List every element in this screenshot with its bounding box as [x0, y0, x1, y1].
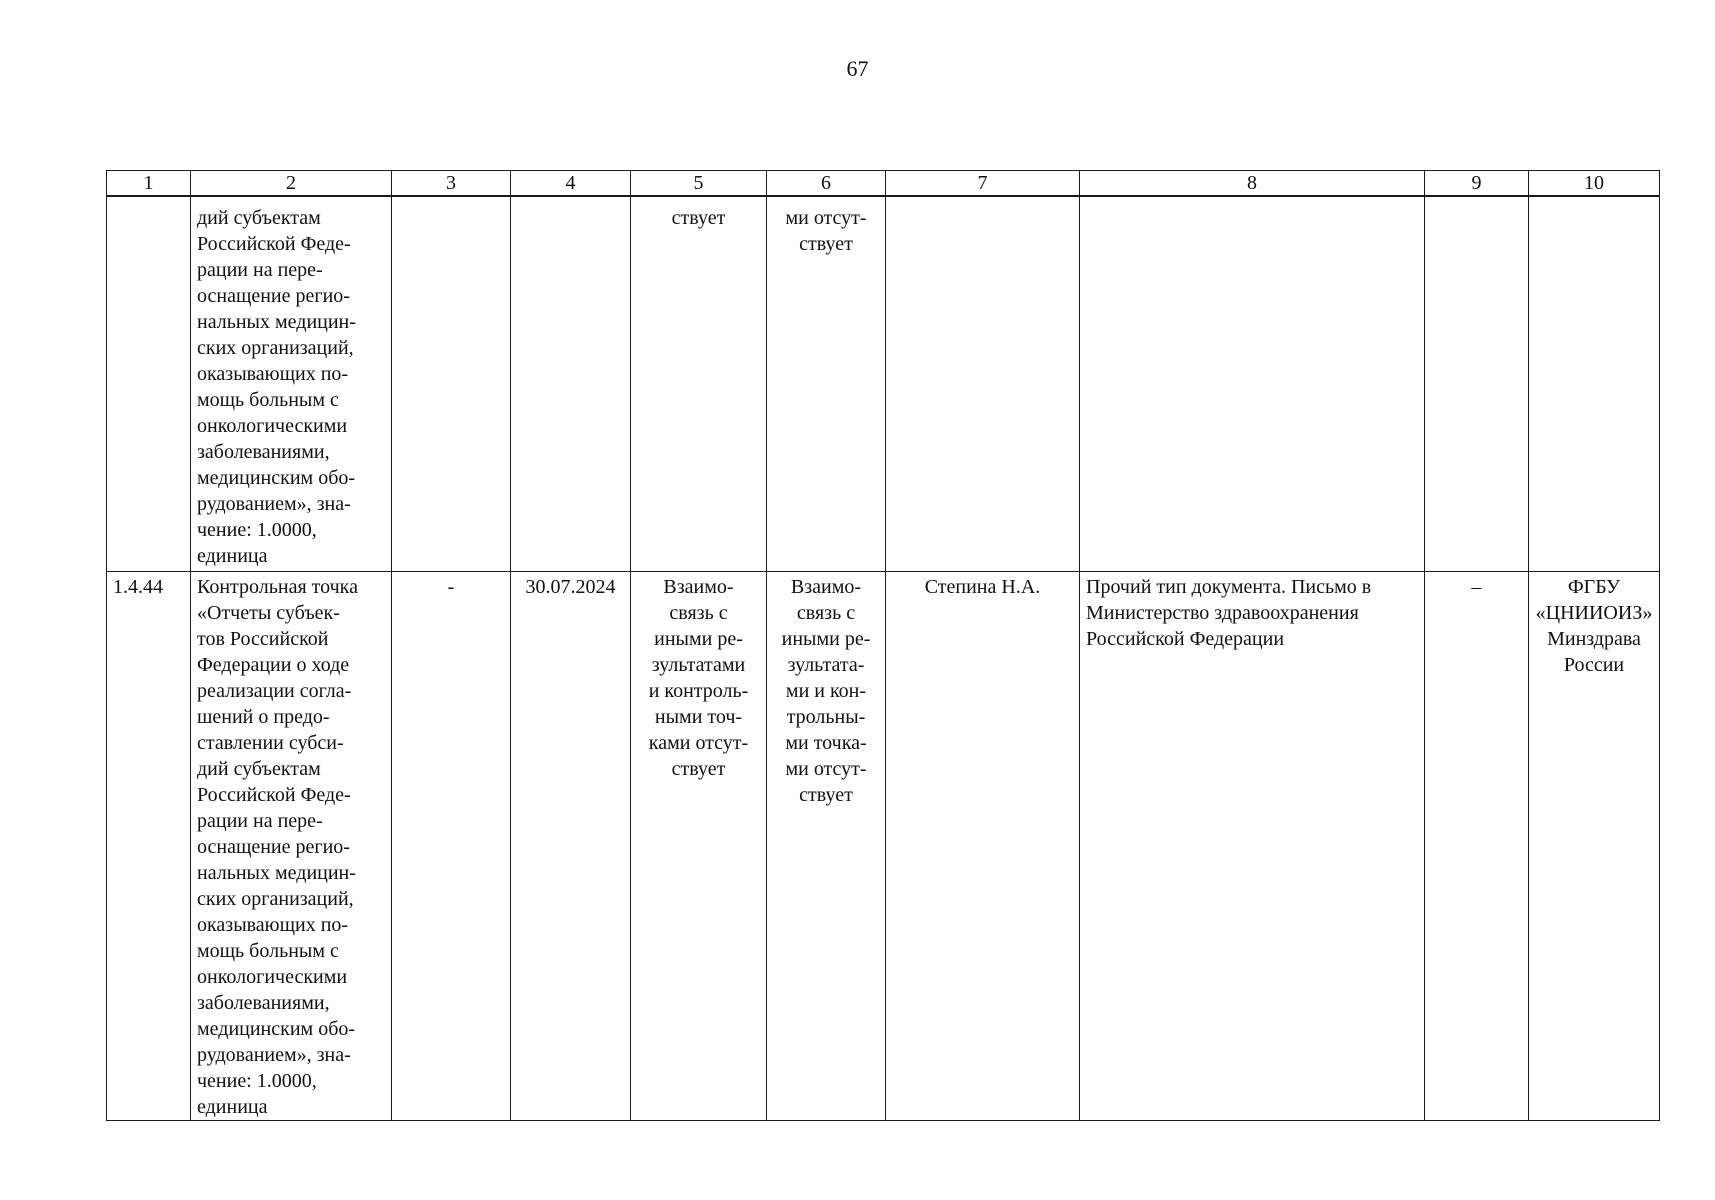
cell-organization — [1529, 196, 1660, 572]
cell-date — [511, 196, 631, 572]
page-number: 67 — [846, 56, 869, 81]
column-header-1: 1 — [107, 171, 191, 197]
column-header-6: 6 — [767, 171, 886, 197]
cell-number — [107, 196, 191, 572]
cell-col3 — [392, 572, 511, 1121]
column-header-7: 7 — [886, 171, 1080, 197]
column-header-9: 9 — [1425, 171, 1529, 197]
cell-relation-points — [767, 196, 886, 572]
plan-table — [106, 170, 1660, 1121]
cell-name — [191, 572, 392, 1121]
cell-document-type — [1080, 572, 1425, 1121]
cell-name-text: Контрольная точка «Отчеты субъек- тов Российской Федерации о ходе реализации согла- шений о предо- ставлении субси- дий субъектам Российской Феде- рации на пере- оснащение регио- нальных медицин- ских организаций, оказывающих по- мощь больным с онкологическими заболеваниями, медицинским обо- рудованием», зна- чение: 1.0000, единица — [197, 576, 358, 1118]
column-header-8: 8 — [1080, 171, 1425, 197]
cell-col9-text: – — [1471, 576, 1482, 598]
cell-document-type-text: Прочий тип документа. Письмо в Министерство здравоохранения Российской Федерации — [1086, 576, 1372, 650]
cell-col3-text: - — [447, 576, 455, 598]
column-header-3: 3 — [392, 171, 511, 197]
cell-name-text: дий субъектам Российской Феде- рации на пере- оснащение регио- нальных медицин- ских организаций, оказывающих по- мощь больным с онкологическими заболеваниями, медицинским обо- рудованием», зна- чение: 1.0000, единица — [197, 207, 356, 567]
table-row-1-4-44 — [107, 572, 1660, 1121]
cell-responsible — [886, 196, 1080, 572]
cell-col3 — [392, 196, 511, 572]
cell-col9 — [1425, 572, 1529, 1121]
cell-date — [511, 572, 631, 1121]
column-header-10: 10 — [1529, 171, 1660, 197]
cell-relation-results — [631, 196, 767, 572]
cell-date-text: 30.07.2024 — [525, 576, 616, 598]
cell-responsible-text: Степина Н.А. — [924, 576, 1041, 598]
cell-name — [191, 196, 392, 572]
cell-relation-points-text: Взаимо- связь с иными ре- зультата- ми и кон- трольны- ми точка- ми отсут- ствует — [781, 576, 871, 806]
cell-number-text: 1.4.44 — [113, 576, 163, 598]
cell-relation-points-text: ми отсут- ствует — [785, 207, 867, 255]
cell-organization — [1529, 572, 1660, 1121]
cell-relation-results-text: Взаимо- связь с иными ре- зультатами и контроль- ными точ- ками отсут- ствует — [648, 576, 749, 780]
cell-relation-results — [631, 572, 767, 1121]
header-row — [107, 171, 1660, 197]
cell-col9 — [1425, 196, 1529, 572]
column-header-2: 2 — [191, 171, 392, 197]
cell-responsible — [886, 572, 1080, 1121]
cell-document-type — [1080, 196, 1425, 572]
column-header-4: 4 — [511, 171, 631, 197]
cell-number — [107, 572, 191, 1121]
table-row-continued — [107, 196, 1660, 572]
cell-relation-points — [767, 572, 886, 1121]
column-header-5: 5 — [631, 171, 767, 197]
cell-relation-results-text: ствует — [671, 207, 726, 229]
cell-organization-text: ФГБУ «ЦНИИОИЗ» Минздрава России — [1535, 576, 1653, 676]
